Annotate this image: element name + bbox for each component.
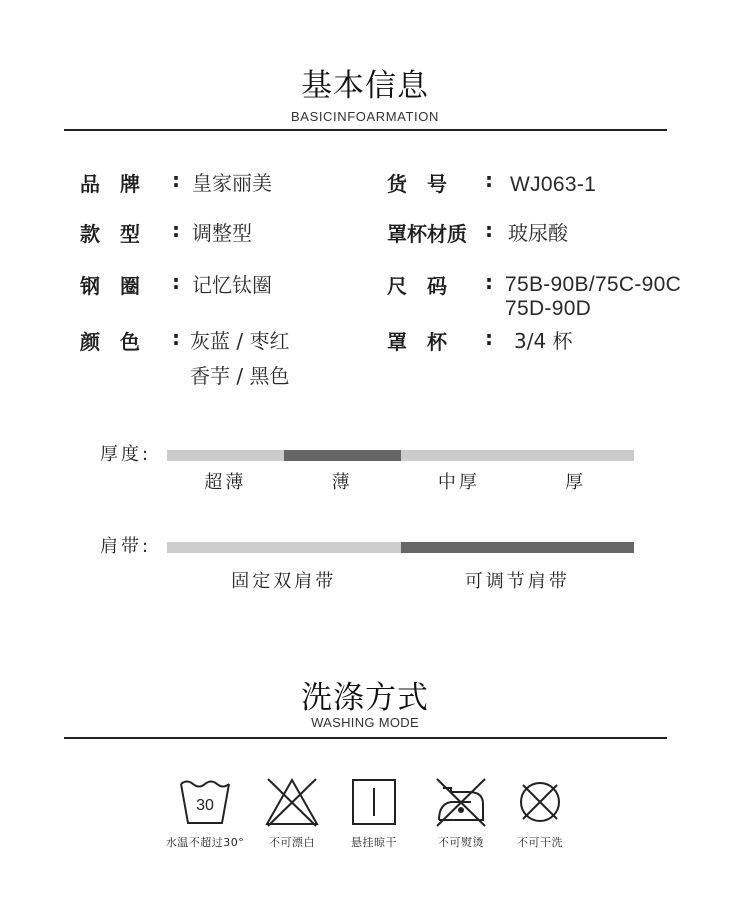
washing-subtitle: WASHING MODE bbox=[311, 715, 419, 730]
thickness-scale-bar bbox=[167, 450, 634, 461]
thickness-segment-4 bbox=[517, 450, 634, 461]
strap-option-1: 固定双肩带 bbox=[231, 571, 337, 592]
item-number-colon: : bbox=[485, 168, 493, 192]
item-number-label: 货 号 bbox=[387, 172, 447, 196]
care-hang-dry bbox=[324, 776, 424, 850]
no-iron-icon bbox=[431, 776, 491, 828]
no-bleach-icon bbox=[262, 776, 322, 828]
type-label: 款 型 bbox=[80, 222, 140, 246]
wire-label: 钢 圈 bbox=[80, 274, 140, 298]
strap-segment-1 bbox=[167, 542, 401, 553]
thickness-segment-3 bbox=[401, 450, 518, 461]
size-value-line1: 75B-90B/75C-90C bbox=[505, 273, 682, 296]
wash-30-icon bbox=[175, 776, 235, 828]
care-no-dry-clean-label: 不可干洗 bbox=[517, 836, 563, 849]
color-value-line2: 香芋 / 黑色 bbox=[190, 364, 290, 388]
type-value: 调整型 bbox=[192, 221, 252, 245]
size-label: 尺 码 bbox=[387, 274, 447, 298]
thickness-option-3: 中厚 bbox=[437, 472, 480, 493]
size-value-line2: 75D-90D bbox=[505, 297, 592, 320]
thickness-option-4: 厚 bbox=[565, 472, 587, 493]
color-label: 颜 色 bbox=[80, 330, 140, 354]
care-no-iron-label: 不可熨烫 bbox=[438, 836, 484, 849]
thickness-option-2: 薄 bbox=[331, 472, 353, 493]
basic-info-title: 基本信息 bbox=[301, 68, 429, 104]
wash-temp-number: 30 bbox=[196, 797, 214, 814]
cup-material-label: 罩杯材质 bbox=[387, 222, 467, 246]
care-no-dry-clean bbox=[490, 776, 590, 850]
thickness-options bbox=[167, 468, 634, 494]
hang-dry-icon bbox=[344, 776, 404, 828]
strap-option-2: 可调节肩带 bbox=[464, 571, 570, 592]
basic-info-subtitle: BASICINFOARMATION bbox=[291, 109, 439, 124]
wire-value: 记忆钛圈 bbox=[192, 273, 272, 297]
washing-divider bbox=[64, 737, 667, 739]
strap-segment-2-selected bbox=[401, 542, 635, 553]
care-wash-30-label: 水温不超过30° bbox=[165, 836, 245, 849]
strap-label: 肩带: bbox=[100, 536, 152, 557]
color-colon: : bbox=[172, 326, 180, 350]
brand-colon: : bbox=[172, 168, 180, 192]
brand-label: 品 牌 bbox=[80, 172, 140, 196]
thickness-option-1: 超薄 bbox=[204, 472, 247, 493]
no-dry-clean-icon bbox=[510, 776, 570, 828]
item-number-value: WJ063-1 bbox=[510, 173, 597, 196]
thickness-segment-2-selected bbox=[284, 450, 401, 461]
cup-colon: : bbox=[485, 326, 493, 350]
cup-value: 3/4 杯 bbox=[514, 329, 573, 353]
care-no-bleach-label: 不可漂白 bbox=[269, 836, 315, 849]
thickness-label: 厚度: bbox=[100, 444, 152, 465]
strap-options bbox=[167, 567, 634, 593]
care-hang-dry-label: 悬挂晾干 bbox=[351, 836, 397, 849]
size-colon: : bbox=[485, 270, 493, 294]
cup-material-colon: : bbox=[485, 218, 493, 242]
wire-colon: : bbox=[172, 270, 180, 294]
basic-info-divider bbox=[64, 129, 667, 131]
type-colon: : bbox=[172, 218, 180, 242]
strap-scale-bar bbox=[167, 542, 634, 553]
cup-material-value: 玻尿酸 bbox=[508, 221, 568, 245]
color-value-line1: 灰蓝 / 枣红 bbox=[190, 329, 290, 353]
brand-value: 皇家丽美 bbox=[192, 171, 272, 195]
thickness-segment-1 bbox=[167, 450, 284, 461]
washing-title: 洗涤方式 bbox=[301, 680, 429, 716]
cup-label: 罩 杯 bbox=[387, 330, 447, 354]
care-wash-30 bbox=[155, 776, 255, 850]
